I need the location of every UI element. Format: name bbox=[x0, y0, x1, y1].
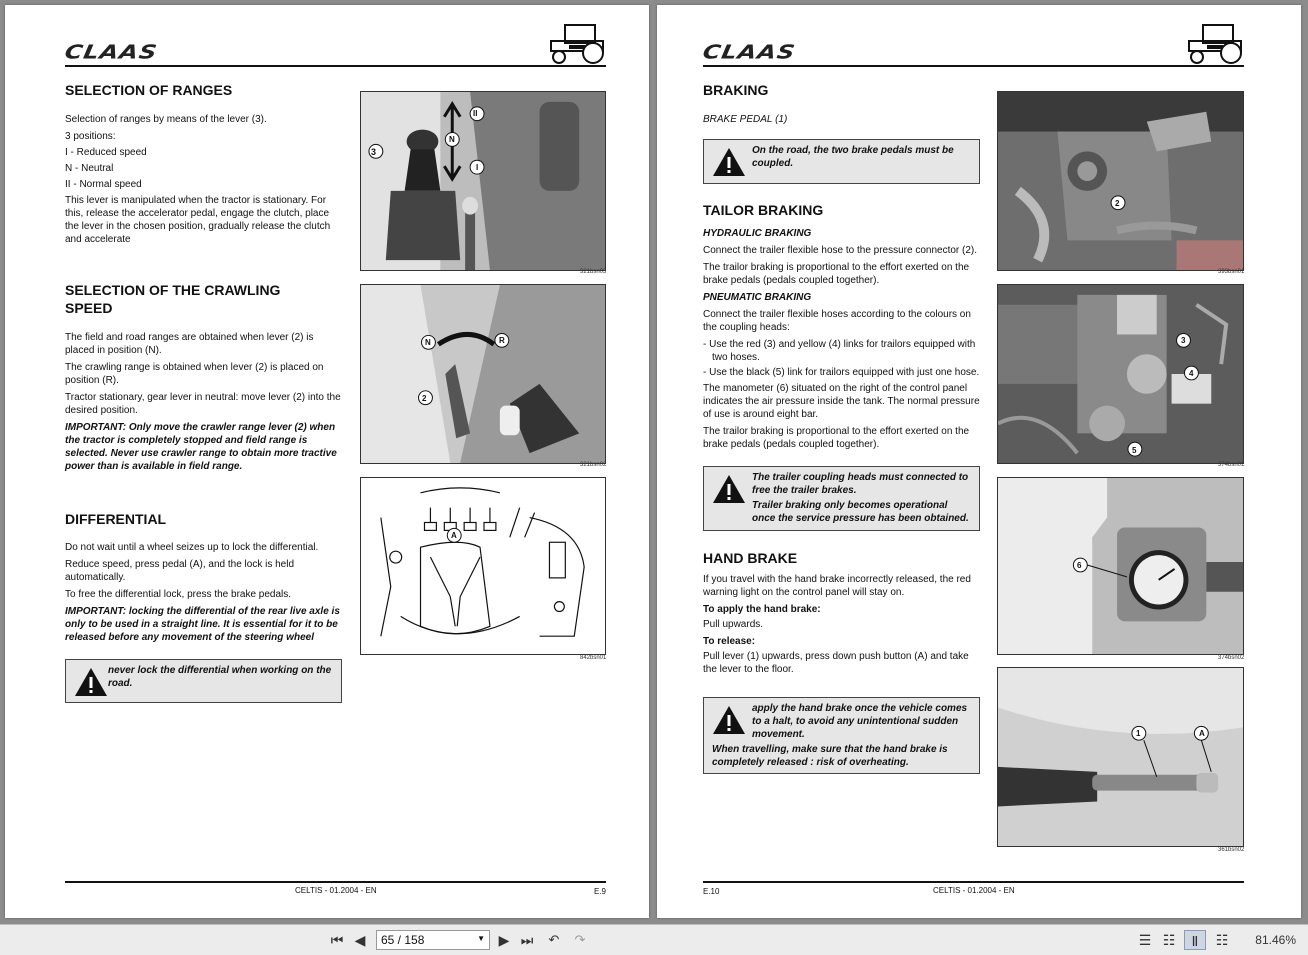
prev-page-icon[interactable]: ◀ bbox=[354, 932, 366, 948]
footer-center: CELTIS - 01.2004 - EN bbox=[933, 886, 1015, 895]
figure-coupling-heads bbox=[997, 284, 1244, 464]
differential-p1: Do not wait until a wheel seizes up to lock the differential. bbox=[65, 542, 319, 553]
hydraulic-braking-title: HYDRAULIC BRAKING bbox=[703, 228, 812, 239]
callout-R: R bbox=[499, 336, 505, 345]
callout-5: 5 bbox=[1132, 446, 1137, 455]
footer-center: CELTIS - 01.2004 - EN bbox=[295, 886, 377, 895]
header-rule bbox=[703, 65, 1244, 67]
zoom-level[interactable]: 81.46% bbox=[1255, 933, 1296, 947]
left-page bbox=[5, 5, 649, 918]
brake-pedal-subtitle: BRAKE PEDAL (1) bbox=[703, 114, 788, 125]
figure-ref: 374bsn01 bbox=[1218, 462, 1245, 468]
last-page-icon[interactable]: ⏭ bbox=[520, 932, 534, 948]
crawling-p2: The crawling range is obtained when lever (2) is placed on position (R). bbox=[65, 362, 324, 386]
hydraulic-p2: The trailor braking is proportional to the effort exerted on the brake pedals (pedals coupled together). bbox=[703, 262, 970, 286]
callout-6: 6 bbox=[1077, 561, 1082, 570]
figure-crawler-lever bbox=[360, 284, 606, 464]
continuous-facing-icon[interactable]: ☷ bbox=[1215, 932, 1229, 948]
differential-text bbox=[65, 541, 345, 648]
hydraulic-p1: Connect the trailer flexible hose to the pressure connector (2). bbox=[703, 245, 978, 256]
brake-pedal-warning-text: On the road, the two brake pedals must be coupled. bbox=[752, 145, 954, 169]
single-page-icon[interactable]: ☰ bbox=[1138, 932, 1152, 948]
figure-manometer bbox=[997, 477, 1244, 655]
warning-icon bbox=[712, 146, 746, 178]
figure-ref: 361bsn02 bbox=[1218, 847, 1245, 853]
tailor-warning-text1: The trailer coupling heads must connected to free the trailer brakes. bbox=[752, 472, 969, 496]
apply-label: To apply the hand brake: bbox=[703, 604, 821, 615]
claas-logo: CLAAS bbox=[701, 41, 798, 64]
footer-page-number: E.9 bbox=[594, 887, 607, 896]
ranges-pos1: I - Reduced speed bbox=[65, 147, 147, 158]
apply-text: Pull upwards. bbox=[703, 619, 764, 630]
ranges-body: This lever is manipulated when the tractor is stationary. For this, release the accelerator pedal, engage the clutch, place the lever in the chosen position, gradually release the clutch and accelerate bbox=[65, 195, 331, 245]
tailor-warning-text2: Trailer braking only becomes operational once the service pressure has been obtained. bbox=[752, 500, 969, 524]
crawling-p3: Tractor stationary, gear lever in neutral: move lever (2) into the desired position. bbox=[65, 392, 341, 416]
figure-ref: 374bsn02 bbox=[1218, 655, 1245, 661]
figure-ref: 321bsn02 bbox=[580, 462, 607, 468]
figure-brake-pedal bbox=[997, 91, 1244, 271]
forward-view-icon[interactable]: ↷ bbox=[574, 932, 586, 947]
differential-p2: Reduce speed, press pedal (A), and the lock is held automatically. bbox=[65, 559, 295, 583]
next-page-icon[interactable]: ▶ bbox=[498, 932, 510, 948]
pneumatic-braking-title: PNEUMATIC BRAKING bbox=[703, 292, 812, 303]
callout-2: 2 bbox=[422, 394, 427, 403]
continuous-icon[interactable]: ☷ bbox=[1162, 932, 1176, 948]
crawling-title bbox=[65, 281, 280, 317]
back-view-icon[interactable]: ↶ bbox=[548, 932, 560, 947]
right-page bbox=[657, 5, 1301, 918]
ranges-pos3: II - Normal speed bbox=[65, 179, 142, 190]
callout-N: N bbox=[449, 135, 455, 144]
crawling-p1: The field and road ranges are obtained when lever (2) is placed in position (N). bbox=[65, 332, 314, 356]
figure-ref: 842bsn01 bbox=[580, 655, 607, 661]
callout-2: 2 bbox=[1115, 199, 1120, 208]
callout-4: 4 bbox=[1189, 369, 1194, 378]
page-number-input[interactable] bbox=[376, 930, 490, 950]
warning-icon bbox=[712, 473, 746, 505]
tractor-icon bbox=[1183, 21, 1249, 65]
callout-I: I bbox=[476, 163, 479, 172]
pneumatic-list bbox=[703, 338, 983, 379]
callout-II: II bbox=[473, 109, 478, 118]
differential-important: IMPORTANT: locking the differential of the rear live axle is only to be used in a straight line. It is essential for it to be released before any movement of the steering wheel bbox=[65, 606, 340, 643]
crawling-title-line1: SELECTION OF THE CRAWLING bbox=[65, 282, 281, 298]
ranges-title: SELECTION OF RANGES bbox=[65, 82, 233, 98]
tailor-braking-text bbox=[703, 227, 983, 455]
warning-icon bbox=[712, 704, 746, 736]
tailor-braking-title: TAILOR BRAKING bbox=[703, 202, 824, 218]
callout-1: 1 bbox=[1136, 729, 1141, 738]
hand-brake-text bbox=[703, 573, 983, 680]
ranges-intro: Selection of ranges by means of the lever (3). bbox=[65, 114, 267, 125]
differential-p3: To free the differential lock, press the brake pedals. bbox=[65, 589, 292, 600]
figure-differential-pedal bbox=[360, 477, 606, 655]
pneumatic-p2: The manometer (6) situated on the right of the control panel indicates the air pressure inside the tank. The normal pressure of use is around eight bar. bbox=[703, 383, 980, 420]
ranges-text bbox=[65, 113, 345, 250]
differential-title: DIFFERENTIAL bbox=[65, 511, 167, 527]
pneumatic-bullet-2: - Use the black (5) link for trailors equipped with just one hose. bbox=[703, 367, 980, 378]
viewer-toolbar bbox=[0, 924, 1308, 955]
ranges-positions-label: 3 positions: bbox=[65, 131, 116, 142]
pneumatic-p1: Connect the trailer flexible hoses according to the colours on the coupling heads: bbox=[703, 309, 971, 333]
tailor-warning bbox=[703, 466, 980, 531]
braking-text bbox=[703, 113, 983, 130]
callout-3: 3 bbox=[1181, 336, 1186, 345]
hand-brake-warning-text2: When travelling, make sure that the hand brake is completely released : risk of overheating. bbox=[712, 744, 948, 768]
callout-A: A bbox=[451, 531, 457, 540]
footer-rule bbox=[703, 881, 1244, 883]
braking-title: BRAKING bbox=[703, 82, 769, 98]
first-page-icon[interactable]: ⏮ bbox=[330, 932, 344, 948]
ranges-pos2: N - Neutral bbox=[65, 163, 114, 174]
warning-icon bbox=[74, 666, 108, 698]
footer-rule bbox=[65, 881, 606, 883]
figure-ref: 393bsn01 bbox=[1218, 269, 1245, 275]
pneumatic-bullet-1: - Use the red (3) and yellow (4) links for trailors equipped with two hoses. bbox=[703, 339, 976, 363]
hand-brake-title: HAND BRAKE bbox=[703, 550, 798, 566]
chevron-down-icon[interactable]: ▼ bbox=[477, 934, 485, 943]
tractor-icon bbox=[545, 21, 611, 65]
figure-hand-brake bbox=[997, 667, 1244, 847]
hand-brake-warning-text1: apply the hand brake once the vehicle comes to a halt, to avoid any unintentional sudden movement. bbox=[752, 703, 968, 740]
header-rule bbox=[65, 65, 606, 67]
claas-logo: CLAAS bbox=[63, 41, 160, 64]
page-indicator: 65 / 158 bbox=[381, 933, 425, 947]
callout-A: A bbox=[1199, 729, 1205, 738]
callout-N: N bbox=[425, 338, 431, 347]
release-text: Pull lever (1) upwards, press down push button (A) and take the lever to the floor. bbox=[703, 651, 969, 675]
figure-ref: 321bsn03 bbox=[580, 269, 607, 275]
facing-icon[interactable]: Ⅱ bbox=[1184, 930, 1206, 950]
crawling-important: IMPORTANT: Only move the crawler range lever (2) when the tractor is completely stopped and field range is selected. Never use crawler range to obtain more tractive power than is available in field range. bbox=[65, 422, 337, 472]
crawling-text bbox=[65, 331, 345, 477]
callout-3: 3 bbox=[371, 147, 377, 157]
figure-range-lever bbox=[360, 91, 606, 271]
crawling-title-line2: SPEED bbox=[65, 300, 113, 316]
hand-brake-p1: If you travel with the hand brake incorrectly released, the red warning light on the control panel will stay on. bbox=[703, 574, 971, 598]
pneumatic-p3: The trailor braking is proportional to the effort exerted on the brake pedals (pedals coupled together). bbox=[703, 426, 970, 450]
differential-warning-text: never lock the differential when working on the road. bbox=[108, 665, 332, 689]
hand-brake-warning bbox=[703, 697, 980, 774]
release-label: To release: bbox=[703, 636, 756, 647]
footer-page-number: E.10 bbox=[703, 887, 720, 896]
differential-warning bbox=[65, 659, 342, 703]
brake-pedal-warning bbox=[703, 139, 980, 184]
